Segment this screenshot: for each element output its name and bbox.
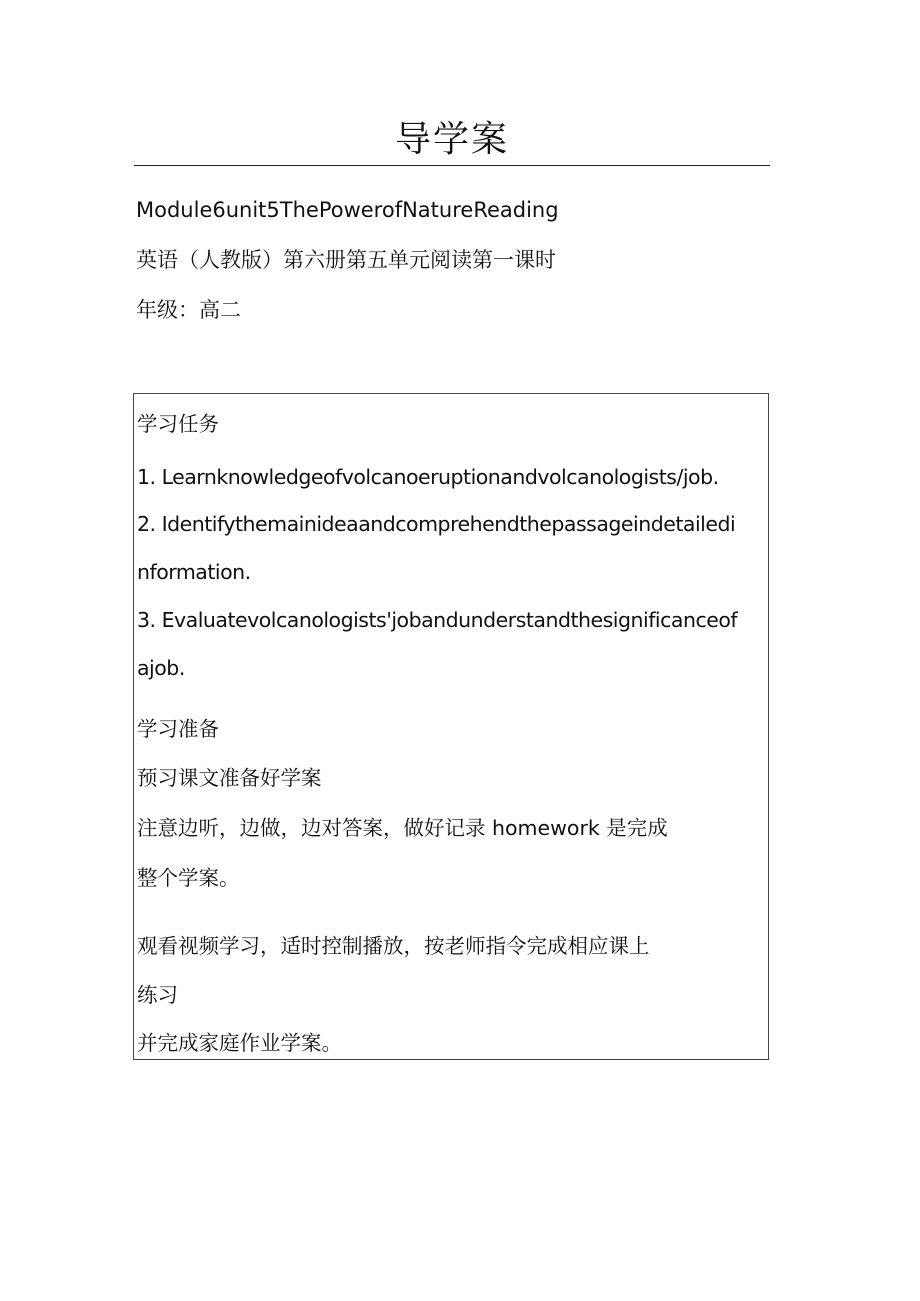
prep-item-1: 预习课文准备好学案 — [137, 766, 322, 790]
prep-heading: 学习准备 — [137, 717, 219, 741]
prep-item-3-line-1: 观看视频学习，适时控制播放，按老师指令完成相应课上 — [137, 934, 650, 958]
prep-item-2-line-1: 注意边听，边做，边对答案，做好记录 homework 是完成 — [137, 816, 668, 840]
prep-item-2-line-2: 整个学案。 — [137, 866, 240, 890]
course-line: 英语（人教版）第六册第五单元阅读第一课时 — [136, 248, 556, 272]
task-item-1: 1. Learnknowledgeofvolcanoeruptionandvolcanologists/job. — [137, 465, 719, 489]
module-line: Module6unit5ThePowerofNatureReading — [136, 198, 559, 222]
grade-line: 年级：高二 — [136, 298, 241, 322]
tasks-heading: 学习任务 — [137, 412, 219, 436]
task-item-2-line-1: 2. Identifythemainideaandcomprehendthepassageindetailedi — [137, 512, 736, 536]
task-item-3-line-2: ajob. — [137, 656, 185, 680]
task-item-2-line-2: nformation. — [137, 560, 251, 584]
task-item-3-line-1: 3. Evaluatevolcanologists'jobandunderstandthesignificanceof — [137, 608, 738, 632]
document-title: 导学案 — [394, 119, 509, 160]
title-underline — [134, 165, 770, 166]
prep-item-4: 并完成家庭作业学案。 — [137, 1031, 342, 1055]
prep-item-3-line-2: 练习 — [137, 983, 178, 1007]
